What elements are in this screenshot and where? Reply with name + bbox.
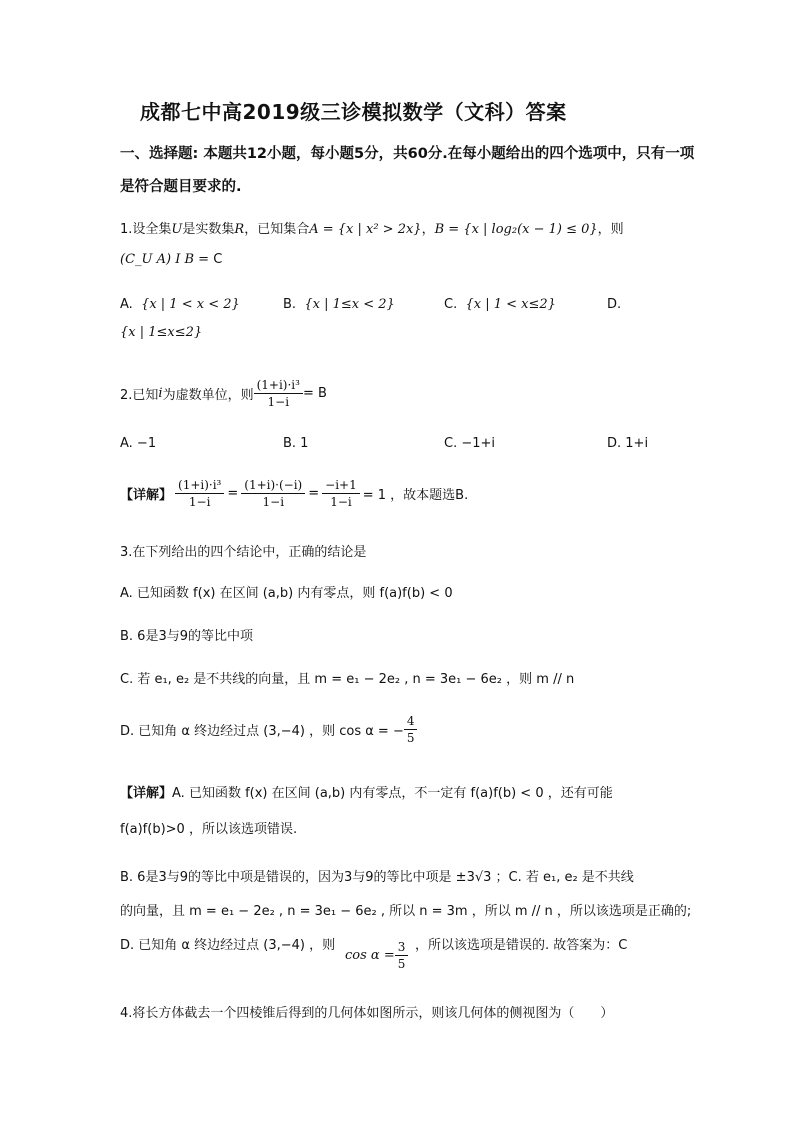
question-2-stem: 2.已知 i 为虚数单位，则 $\frac{\text{(1+i)·i³}}{1-i}$ = B — [120, 378, 327, 410]
question-2-option-c: C. −1+i — [444, 436, 496, 451]
question-3-stem: 3.在下列给出的四个结论中，正确的结论是 — [120, 545, 367, 560]
question-3-detail-a2: f(a)f(b)>0 ，所以该选项错误. — [120, 822, 298, 837]
question-3-detail-d-cos: cos α = $\frac{3}{5}$ — [345, 940, 408, 972]
question-3-detail-a1: 【详解】A. 已知函数 f(x) 在区间 (a,b) 内有零点，不一定有 f(a)f(b) < 0 ，还有可能 — [120, 786, 613, 801]
question-1-option-d-label: D. — [607, 297, 622, 312]
set-a: A = {x | x² > 2x} — [309, 222, 422, 237]
question-2-option-d: D. 1+i — [607, 436, 649, 451]
question-3-option-c: C. 若 e₁, e₂ 是不共线的向量，且 m = e₁ − 2e₂ , n = 3e₁ − 6e₂ ，则 m // n — [120, 672, 575, 687]
question-3-detail-b1: B. 6是3与9的等比中项是错误的，因为3与9的等比中项是 ±3√3 ；C. 若 e₁, e₂ 是不共线 — [120, 870, 634, 885]
question-3-detail-d: D. 已知角 α 终边经过点 (3,−4) ，则 — [120, 938, 336, 953]
question-1-option-c: C. {x | 1 < x≤2} — [444, 297, 556, 312]
question-1-option-a: A. {x | 1 < x < 2} — [120, 297, 240, 312]
question-4-stem: 4.将长方体截去一个四棱锥后得到的几何体如图所示，则该几何体的侧视图为（ ） — [120, 1006, 614, 1021]
question-3-detail-d-post: ，所以该选项是错误的. 故答案为：C — [415, 938, 628, 953]
question-3-option-d: D. 已知角 α 终边经过点 (3,−4) ，则 cos α = − $\frac{4}{5}$ — [120, 714, 417, 746]
section-heading-line2: 是符合题目要求的. — [120, 179, 242, 195]
set-b: B = {x | log₂(x − 1) ≤ 0} — [434, 222, 598, 237]
question-2-fraction: $\frac{\text{(1+i)·i³}}{1-i}$ — [254, 378, 303, 410]
section-heading-line1: 一、选择题: 本题共12小题，每小题5分，共60分.在每小题给出的四个选项中，只有一项 — [120, 146, 695, 162]
question-1-option-d: {x | 1≤x≤2} — [120, 325, 203, 340]
question-2-detail: 【详解】 $\frac{\text{(1+i)·i³}}{1-i}$ = $\frac{(1+i)\cdot(-i)}{1-i}$ = $\frac{-i+1}{1-i}$ = 1 ，故本题选B. — [120, 478, 469, 510]
question-3-detail-b2: 的向量，且 m = e₁ − 2e₂ , n = 3e₁ − 6e₂ , 所以 n = 3m ，所以 m // n ，所以该选项是正确的; — [120, 904, 692, 919]
page-title: 成都七中高2019级三诊模拟数学（文科）答案 — [140, 100, 567, 124]
question-1-option-b: B. {x | 1≤x < 2} — [283, 297, 395, 312]
question-2-answer: B — [318, 386, 327, 402]
question-2-option-b: B. 1 — [283, 436, 309, 451]
question-3-option-b: B. 6是3与9的等比中项 — [120, 629, 253, 644]
question-3-option-a: A. 已知函数 f(x) 在区间 (a,b) 内有零点，则 f(a)f(b) < 0 — [120, 586, 453, 601]
question-1-stem: 1.设全集U是实数集R，已知集合A = {x | x² > 2x}，B = {x | log₂(x − 1) ≤ 0}，则 — [120, 222, 624, 237]
question-2-option-a: A. −1 — [120, 436, 157, 451]
question-1-expression: (C_U A) I B = C — [120, 252, 223, 267]
question-1-answer: C — [213, 252, 223, 267]
